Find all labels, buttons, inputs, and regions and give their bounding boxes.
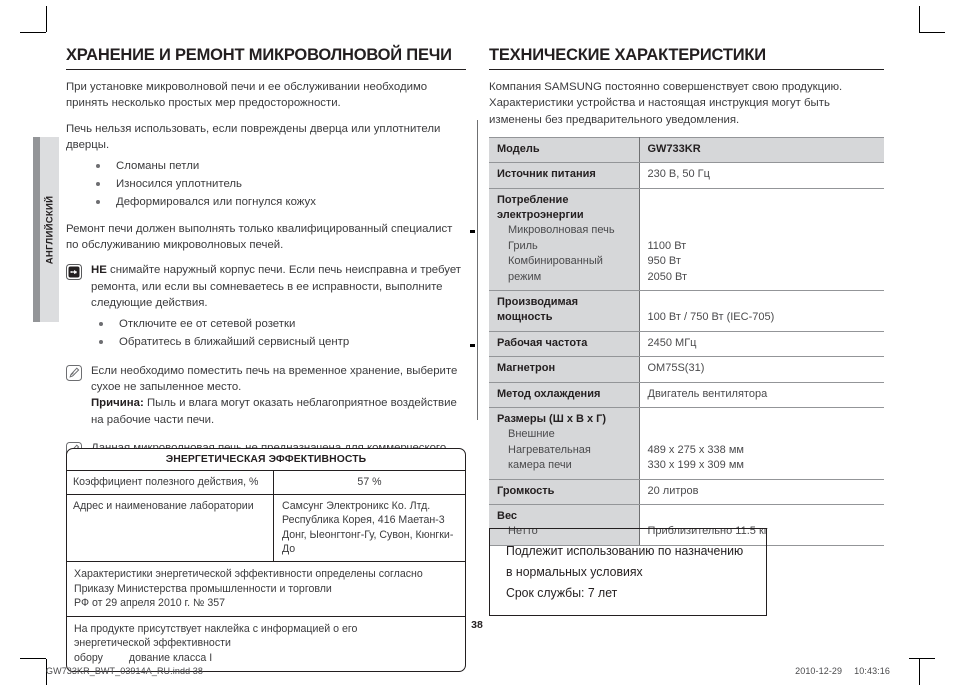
spec-value-line: 489 x 275 x 338 мм [647,443,744,456]
left-paragraph-1: При установке микроволновой печи и ее обслуживании необходимо принять несколько простых мер предосторожности. [66,81,428,110]
spec-value-line: 950 Вт [647,255,681,268]
warning-note-block [66,262,466,350]
spec-label: Источник питания [489,163,639,188]
language-side-tab-label: АНГЛИЙСКИЙ [44,195,55,264]
spacer [648,208,877,223]
table-row [489,479,884,504]
bleed-mark-upper [470,230,475,233]
table-row [489,331,884,356]
spacer [648,412,877,427]
spec-value [639,291,884,332]
spec-label: Метод охлаждения [489,382,639,407]
table-row [489,188,884,290]
left-title-rule [66,69,466,70]
left-paragraph-3: Ремонт печи должен выполнять только квалифицированный специалист по обслуживанию микроволновых печей. [66,222,453,252]
table-row [489,163,884,188]
spec-value: GW733KR [639,137,884,162]
footer-timestamp [795,666,890,676]
specifications-intro: Компания SAMSUNG постоянно совершенствует свою продукцию. Характеристики устройства и настоящая инструкция могут быть изменены без предварительного уведомления. [489,81,843,126]
energy-efficiency-table [66,448,466,672]
list-item: Отключите ее от сетевой розетки [99,315,466,333]
footer-date: 2010-12-29 [795,666,843,676]
spec-value: 2450 МГц [639,331,884,356]
spec-label [489,188,639,290]
left-section-title: ХРАНЕНИЕ И РЕМОНТ МИКРОВОЛНОВОЙ ПЕЧИ [66,46,452,64]
sticker-note-line-split [74,651,357,666]
footer-filename: GW733KR_BWT_03914A_RU.indd 38 [46,666,203,676]
regulation-note-line: РФ от 29 апреля 2010 г. № 357 [74,597,225,610]
storage-note-text [91,363,466,429]
table-row [489,382,884,407]
spec-value: 230 В, 50 Гц [639,163,884,188]
table-row [67,561,465,616]
usage-notice-box [489,528,767,616]
energy-table-header-row [67,449,465,470]
regulation-note-line: Характеристики энергетической эффективности определены согласно [74,567,423,580]
spec-sublabel: Нагревательная [508,443,591,456]
storage-note-block [66,363,466,429]
bleed-mark-lower [470,344,475,347]
spec-sublabel: Микроволновая печь [508,224,615,237]
specifications-table [489,137,884,546]
table-row-model [489,137,884,162]
right-section-title: ТЕХНИЧЕСКИЕ ХАРАКТЕРИСТИКИ [489,46,766,64]
list-item: Обратитесь в ближайший сервисный центр [99,333,466,351]
spacer [648,193,877,208]
spec-sublabel: Комбинированный [508,255,603,268]
pointing-hand-icon [66,264,82,280]
crop-mark-bottom-right-horizontal [909,658,935,659]
table-row [67,494,465,561]
gutter-line [477,120,478,420]
spec-sublabel: Внешние [508,428,555,441]
spec-value-line: 2050 Вт [647,270,688,283]
regulation-note [67,562,430,616]
spec-value: Двигатель вентилятора [639,382,884,407]
spacer [648,295,877,310]
left-column [66,46,466,485]
crop-mark-top-left-horizontal [20,32,46,33]
spec-value-line: 330 x 199 x 309 мм [647,459,744,472]
list-item: Сломаны петли [96,157,466,175]
damage-bullet-list [66,157,466,211]
warning-bullet-list [91,315,466,351]
crop-mark-top-left-vertical [46,6,47,32]
crop-mark-bottom-left-horizontal [20,658,46,659]
storage-note-reason-text: Пыль и влага могут оказать неблагоприятное воздействие на рабочие части печи. [91,397,457,426]
sticker-note-line: энергетической эффективности [74,637,231,650]
page-number: 38 [471,619,483,631]
language-side-tab [33,137,59,322]
spec-label [489,291,639,332]
usage-notice-line: Подлежит использованию по назначению [506,543,744,558]
spec-label: Магнетрон [489,357,639,382]
laboratory-address [274,495,465,561]
laboratory-address-line: Республика Корея, 416 Маетан-3 [282,514,445,527]
spec-label-line: Вес [497,510,518,523]
energy-efficiency-label: Коэффициент полезного действия, % [67,471,274,494]
spec-label-line: электроэнергии [497,208,584,221]
right-title-rule [489,69,884,70]
list-item: Износился уплотнитель [96,175,466,193]
footer-time: 10:43:16 [854,666,890,676]
spec-label-line: Размеры (Ш x В x Г) [497,413,607,426]
spec-sublabel: режим [508,270,542,283]
spec-value [639,408,884,480]
table-row [489,291,884,332]
spec-sublabel: Гриль [508,239,538,252]
storage-note-body: Если необходимо поместить печь на временное хранение, выберите сухое не запыленное место. [91,364,458,393]
spec-value-line: 100 Вт / 750 Вт (IEC-705) [647,311,775,324]
service-life-line: Срок службы: 7 лет [506,585,618,600]
sticker-note-line: На продукте присутствует наклейка с информацией о его [74,622,358,635]
regulation-note-line: Приказу Министерства промышленности и торговли [74,582,332,595]
right-column [489,46,884,546]
crop-mark-top-right-horizontal [919,32,945,33]
left-paragraph-2: Печь нельзя использовать, если повреждены дверца или уплотнители дверцы. [66,122,441,151]
spec-label [489,408,639,480]
energy-efficiency-value: 57 % [357,476,382,488]
spec-label: Модель [489,137,639,162]
sticker-note-line3a: обору [74,651,103,664]
spacer [648,427,877,442]
spacer [648,509,877,524]
spec-value-line: 1100 Вт [647,239,687,252]
spec-value-line: Приблизительно 11.5 кг [647,525,768,538]
crop-mark-bottom-right-vertical [919,659,920,685]
spec-label: Громкость [489,479,639,504]
spec-label-line: мощность [497,311,553,324]
laboratory-label: Адрес и наименование лаборатории [67,495,274,561]
warning-note-body: снимайте наружный корпус печи. Если печь неисправна и требует ремонта, или если вы сомневаетесь в ее исправности, выполните следующие действия. [91,264,462,310]
spec-value: OM75S(31) [639,357,884,382]
spec-label-line: Производимая [497,296,579,308]
note-pencil-icon [66,365,82,381]
energy-table-header: ЭНЕРГЕТИЧЕСКАЯ ЭФФЕКТИВНОСТЬ [165,454,367,465]
spec-label: Рабочая частота [489,331,639,356]
spec-value: 20 литров [639,479,884,504]
list-item: Деформировался или погнулся кожух [96,193,466,211]
laboratory-address-line: Самсунг Электроникс Ко. Лтд. [282,499,431,512]
crop-mark-top-right-vertical [919,6,920,32]
spec-label-line: Потребление [497,193,569,206]
table-row [67,470,465,494]
spec-value [639,188,884,290]
sticker-note-line3b: дование класса I [128,651,213,664]
table-row [489,357,884,382]
spacer [648,223,877,238]
warning-note-text [91,262,466,350]
table-row [489,408,884,480]
warning-note-strong: НЕ [91,264,107,277]
storage-note-reason-label: Причина: [91,397,144,410]
spec-sublabel: Нетто [508,525,538,538]
spec-sublabel: камера печи [508,459,572,472]
laboratory-address-line: Донг, Ыеонгтонг-Гу, Сувон, Кюнгки-До [282,528,454,556]
usage-notice-line: в нормальных условиях [506,564,643,579]
